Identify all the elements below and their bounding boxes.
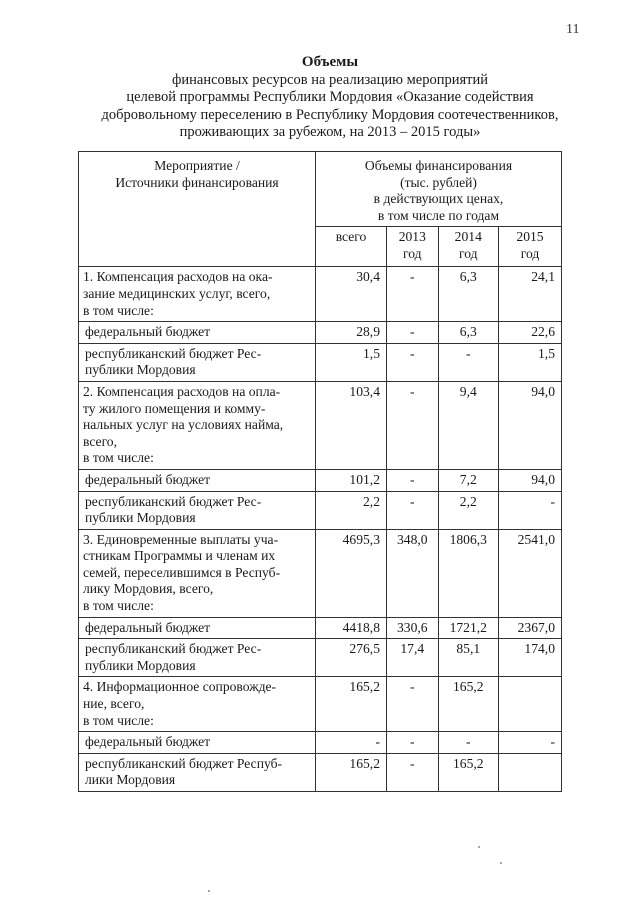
value-2013: -	[387, 732, 439, 754]
header-text: 2014	[454, 229, 482, 245]
value-2014: 85,1	[438, 639, 498, 677]
value-2014: -	[438, 732, 498, 754]
header-text: 2013	[398, 229, 426, 245]
scan-speck	[208, 890, 210, 892]
value-2014: 1721,2	[438, 617, 498, 639]
row-name-line: в том числе:	[83, 450, 154, 466]
value-total: 165,2	[316, 753, 387, 791]
value-2015: 174,0	[498, 639, 561, 677]
value-2013: 348,0	[387, 529, 439, 617]
document-heading	[60, 54, 600, 142]
row-name-line: публики Мордовия	[85, 657, 196, 673]
table-row	[79, 529, 562, 617]
row-name-line: лики Мордовия	[85, 772, 176, 788]
value-2015: -	[498, 491, 561, 529]
header-col-2014	[438, 227, 498, 267]
value-2013: -	[387, 322, 439, 344]
financing-table	[78, 151, 562, 792]
value-total: -	[316, 732, 387, 754]
row-name-line: 4. Информационное сопровожде-	[83, 679, 277, 695]
table-row	[79, 267, 562, 322]
header-text: в том числе по годам	[377, 207, 500, 223]
table-row	[79, 322, 562, 344]
scan-speck	[500, 862, 502, 864]
value-total: 103,4	[316, 381, 387, 469]
value-2013: -	[387, 469, 439, 491]
row-name-line: ту жилого помещения и комму-	[83, 400, 266, 416]
row-name-line: 3. Единовременные выплаты уча-	[83, 531, 279, 547]
row-name-line: 2. Компенсация расходов на опла-	[83, 383, 281, 399]
row-name-line: публики Мордовия	[85, 510, 196, 526]
value-2013: 17,4	[387, 639, 439, 677]
value-2014: 165,2	[438, 753, 498, 791]
row-name-cell	[79, 491, 316, 529]
value-2013: -	[387, 677, 439, 732]
value-2013: 330,6	[387, 617, 439, 639]
value-2014: 7,2	[438, 469, 498, 491]
value-2014: 6,3	[438, 322, 498, 344]
row-name-line: республиканский бюджет Рес-	[85, 641, 262, 657]
row-name-cell	[79, 469, 316, 491]
row-name-line: всего,	[83, 433, 118, 449]
value-2015: 94,0	[498, 469, 561, 491]
header-col-2013	[387, 227, 439, 267]
value-total: 165,2	[316, 677, 387, 732]
value-2013: -	[387, 343, 439, 381]
row-name-line: республиканский бюджет Рес-	[85, 493, 262, 509]
table-row	[79, 343, 562, 381]
table-header-row	[79, 152, 562, 227]
value-2013: -	[387, 267, 439, 322]
row-name-line: нальных услуг на условиях найма,	[83, 417, 284, 433]
row-name-line: республиканский бюджет Респуб-	[85, 755, 283, 771]
value-2014: 165,2	[438, 677, 498, 732]
value-2015: 2367,0	[498, 617, 561, 639]
row-name-line: семей, переселившимся в Респуб-	[83, 564, 281, 580]
value-2014: -	[438, 343, 498, 381]
header-col-2015	[498, 227, 561, 267]
table-row	[79, 381, 562, 469]
value-2015: 24,1	[498, 267, 561, 322]
header-text: год	[520, 245, 540, 261]
heading-line: целевой программы Республики Мордовия «Оказание содействия	[126, 89, 534, 105]
table-row	[79, 639, 562, 677]
value-total: 30,4	[316, 267, 387, 322]
value-2013: -	[387, 381, 439, 469]
row-name-line: федеральный бюджет	[85, 324, 211, 340]
value-total: 101,2	[316, 469, 387, 491]
row-name-line: лику Мордовия, всего,	[83, 581, 214, 597]
table-row	[79, 677, 562, 732]
header-financing-cell	[316, 152, 562, 227]
table-row	[79, 753, 562, 791]
value-2014: 2,2	[438, 491, 498, 529]
value-2014: 6,3	[438, 267, 498, 322]
row-name-line: в том числе:	[83, 598, 154, 614]
value-total: 4418,8	[316, 617, 387, 639]
header-text: год	[458, 245, 478, 261]
heading-line: проживающих за рубежом, на 2013 – 2015 годы»	[179, 124, 481, 140]
value-2014: 9,4	[438, 381, 498, 469]
row-name-cell	[79, 617, 316, 639]
row-name-cell	[79, 322, 316, 344]
row-name-line: стникам Программы и членам их	[83, 548, 276, 564]
table-row	[79, 491, 562, 529]
row-name-line: 1. Компенсация расходов на ока-	[83, 269, 273, 285]
scan-speck	[478, 846, 480, 848]
value-2015	[498, 677, 561, 732]
row-name-cell	[79, 732, 316, 754]
page-number: 11	[566, 22, 580, 37]
row-name-cell	[79, 267, 316, 322]
value-2013: -	[387, 491, 439, 529]
value-2015: 94,0	[498, 381, 561, 469]
value-2015: 22,6	[498, 322, 561, 344]
row-name-line: публики Мордовия	[85, 362, 196, 378]
header-text: Объемы финансирования	[364, 158, 513, 173]
heading-title: Объемы	[301, 54, 359, 70]
row-name-cell	[79, 343, 316, 381]
value-total: 276,5	[316, 639, 387, 677]
row-name-cell	[79, 529, 316, 617]
value-2015: -	[498, 732, 561, 754]
value-total: 4695,3	[316, 529, 387, 617]
heading-line: добровольному переселению в Республику Мордовия соотечественников,	[101, 106, 559, 123]
row-name-cell	[79, 381, 316, 469]
row-name-cell	[79, 753, 316, 791]
table-row	[79, 469, 562, 491]
row-name-line: федеральный бюджет	[85, 471, 211, 487]
header-text: Мероприятие /	[154, 158, 240, 173]
header-activity-cell	[79, 152, 316, 267]
value-2015: 1,5	[498, 343, 561, 381]
value-total: 1,5	[316, 343, 387, 381]
value-2015: 2541,0	[498, 529, 561, 617]
value-total: 28,9	[316, 322, 387, 344]
table-row	[79, 732, 562, 754]
header-text: год	[403, 245, 422, 261]
value-2014: 1806,3	[438, 529, 498, 617]
header-text: в действующих ценах,	[373, 191, 504, 207]
row-name-line: республиканский бюджет Рес-	[85, 345, 262, 361]
header-text: (тыс. рублей)	[400, 174, 477, 190]
table-row	[79, 617, 562, 639]
row-name-line: федеральный бюджет	[85, 734, 211, 750]
header-text: Источники финансирования	[115, 174, 279, 190]
row-name-line: ние, всего,	[83, 696, 145, 712]
header-text: всего	[335, 229, 367, 245]
header-col-total	[316, 227, 387, 267]
row-name-line: зание медицинских услуг, всего,	[83, 285, 271, 301]
value-2013: -	[387, 753, 439, 791]
row-name-cell	[79, 639, 316, 677]
header-text: 2015	[516, 229, 544, 245]
value-2015	[498, 753, 561, 791]
row-name-cell	[79, 677, 316, 732]
value-total: 2,2	[316, 491, 387, 529]
row-name-line: в том числе:	[83, 302, 154, 318]
row-name-line: федеральный бюджет	[85, 619, 211, 635]
heading-line: финансовых ресурсов на реализацию мероприятий	[172, 71, 488, 88]
row-name-line: в том числе:	[83, 712, 154, 728]
